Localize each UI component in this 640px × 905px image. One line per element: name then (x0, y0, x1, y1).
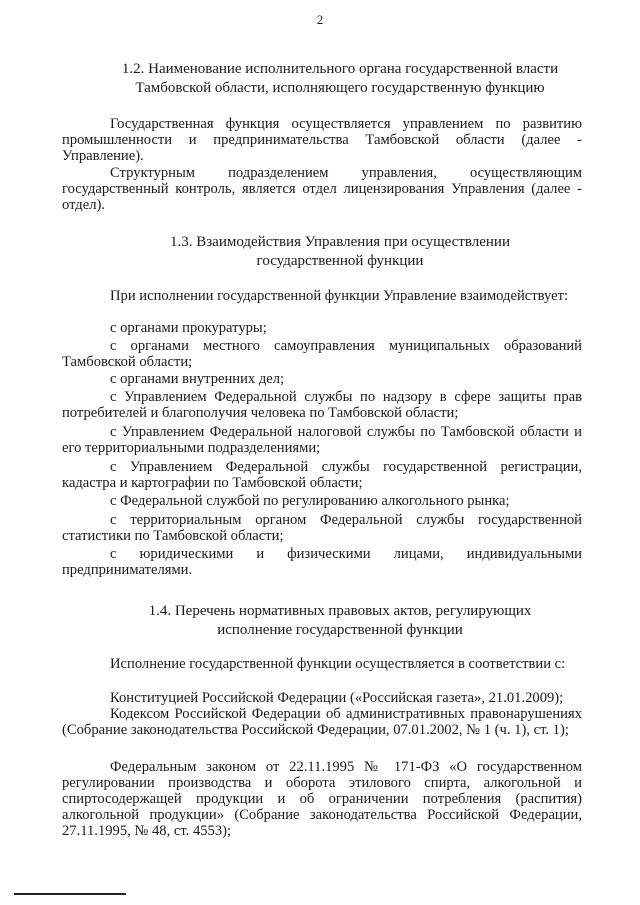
heading-line: Тамбовской области, исполняющего государственную функцию (135, 80, 545, 96)
page-number: 2 (316, 12, 324, 27)
heading-line: 1.4. Перечень нормативных правовых актов, регулирующих (148, 603, 532, 619)
heading-line: 1.3. Взаимодействия Управления при осуществлении (170, 234, 510, 250)
list-item: с Управлением Федеральной службы по надзору в сфере защиты прав потребителей и благополучия человека по Тамбовской области; (62, 389, 582, 421)
section-1-4-heading (60, 602, 620, 640)
list-item: с Управлением Федеральной налоговой службы по Тамбовской области и его территориальными подразделениями; (62, 424, 582, 456)
list-item: Кодексом Российской Федерации об административных правонарушениях (Собрание законодательства Российской Федерации, 07.01.2002, № 1 (ч. 1), ст. 1); (62, 706, 582, 738)
heading-line: государственной функции (256, 253, 424, 269)
heading-line: 1.2. Наименование исполнительного органа государственной власти (121, 61, 559, 77)
section-1-3-heading (60, 233, 620, 271)
list-item: с органами прокуратуры; (110, 320, 267, 336)
footer-divider (14, 893, 126, 895)
section-1-2-heading (60, 60, 620, 98)
list-item: с органами местного самоуправления муниципальных образований Тамбовской области; (62, 338, 582, 370)
list-item: Федеральным законом от 22.11.1995 № 171-ФЗ «О государственном регулировании производства и оборота этилового спирта, алкогольной и спиртосодержащей продукции и об ограничении потребления (распития) алкогольной продукции» (Собрание законодательства Российской Федерации, 27.11.1995, № 48, ст. 4553); (62, 759, 582, 839)
paragraph: При исполнении государственной функции Управление взаимодействует: (110, 288, 569, 304)
paragraph: Исполнение государственной функции осуществляется в соответствии с: (110, 656, 566, 672)
list-item: с юридическими и физическими лицами, индивидуальными предпринимателями. (62, 546, 582, 578)
heading-line: исполнение государственной функции (217, 622, 463, 638)
list-item: с территориальным органом Федеральной службы государственной статистики по Тамбовской области; (62, 512, 582, 544)
paragraph: Государственная функция осуществляется управлением по развитию промышленности и предпринимательства Тамбовской области (далее - Управление). (62, 116, 582, 164)
paragraph: Структурным подразделением управления, осуществляющим государственный контроль, является отдел лицензирования Управления (далее - отдел). (62, 165, 582, 213)
list-item: с органами внутренних дел; (110, 371, 285, 387)
list-item: Конституцией Российской Федерации («Российская газета», 21.01.2009); (110, 690, 564, 706)
list-item: с Управлением Федеральной службы государственной регистрации, кадастра и картографии по Тамбовской области; (62, 459, 582, 491)
list-item: с Федеральной службой по регулированию алкогольного рынка; (110, 493, 510, 509)
